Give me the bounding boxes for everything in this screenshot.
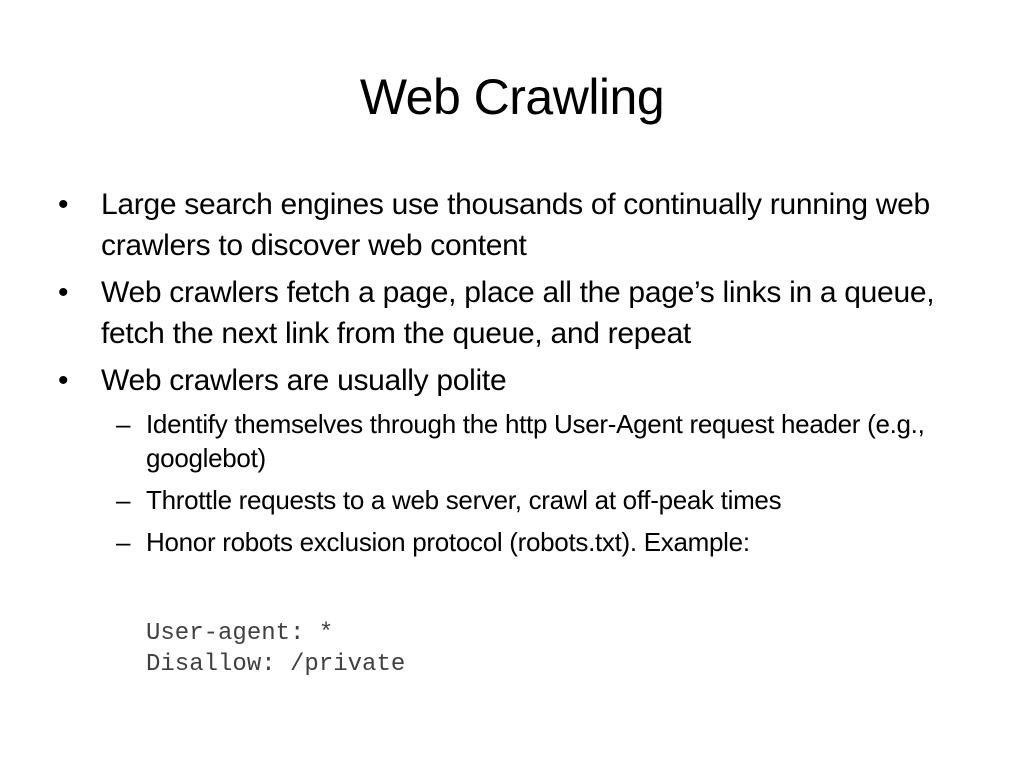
- subbullet-item: [58, 525, 988, 559]
- subbullet-marker: –: [116, 409, 131, 439]
- subbullet-text: Identify themselves through the http User-Agent request header (e.g., googlebot): [146, 409, 925, 473]
- subbullet-marker: –: [116, 485, 131, 515]
- bullet-text: Web crawlers are usually polite: [101, 364, 507, 397]
- bullet-item: [58, 360, 988, 401]
- bullet-marker: •: [58, 276, 69, 309]
- code-line: User-agent: *: [146, 620, 334, 647]
- slide-content: [58, 184, 988, 567]
- code-line: Disallow: /private: [146, 651, 406, 678]
- subbullet-text: Throttle requests to a web server, crawl at off-peak times: [146, 485, 782, 515]
- subbullet-marker: –: [116, 527, 131, 557]
- subbullet-item: [58, 483, 988, 517]
- bullet-marker: •: [58, 364, 69, 397]
- bullet-text: Large search engines use thousands of continually running web crawlers to discover web content: [101, 188, 930, 262]
- bullet-item: [58, 184, 988, 266]
- slide-title: Web Crawling: [359, 69, 665, 125]
- robots-txt-example: [146, 618, 405, 680]
- bullet-item: [58, 272, 988, 354]
- bullet-marker: •: [58, 188, 69, 221]
- subbullet-text: Honor robots exclusion protocol (robots.txt). Example:: [146, 527, 750, 557]
- bullet-text: Web crawlers fetch a page, place all the page’s links in a queue, fetch the next link from the queue, and repeat: [101, 276, 935, 350]
- subbullet-item: [58, 407, 988, 475]
